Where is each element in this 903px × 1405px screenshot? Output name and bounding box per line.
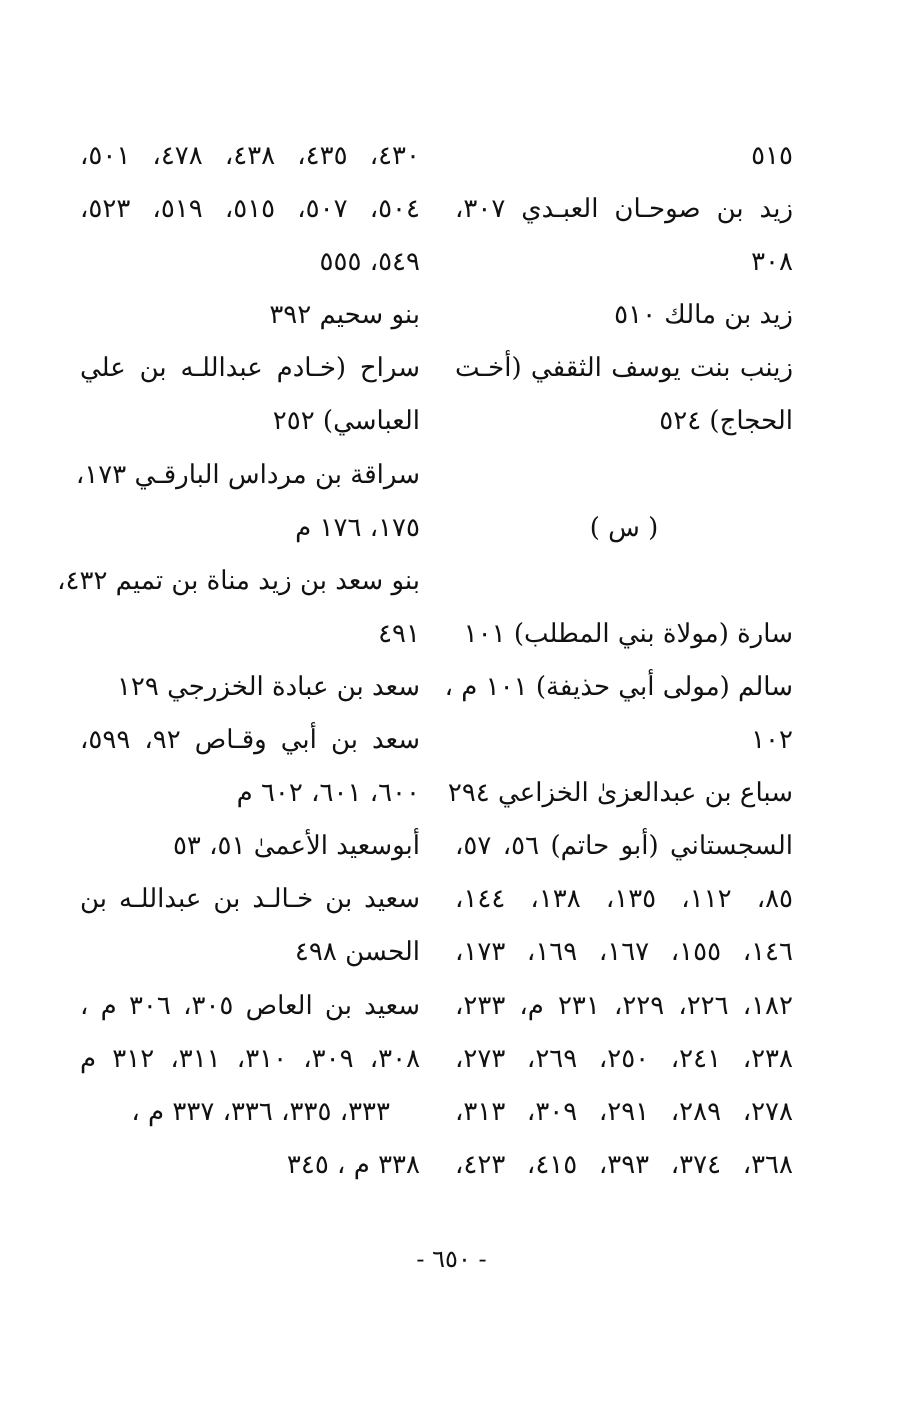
index-entry-line: سباع بن عبدالعزىٰ الخزاعي ٢٩٤ — [447, 778, 793, 809]
index-entry-line: العباسي) ٢٥٢ — [272, 406, 420, 437]
index-entry-line: ٣٦٨، ٣٧٤، ٣٩٣، ٤١٥، ٤٢٣، — [455, 1149, 793, 1180]
index-entry-line: ٥٤٩، ٥٥٥ — [319, 247, 420, 278]
index-entry-line: ٥١٥ — [751, 141, 793, 171]
index-entry-line: أبوسعيد الأعمىٰ ٥١، ٥٣ — [172, 831, 420, 862]
index-entry-line: ١٨٢، ٢٢٦، ٢٢٩، ٢٣١ م، ٢٣٣، — [455, 990, 793, 1021]
index-entry-line: ١٧٥، ١٧٦ م — [295, 512, 420, 543]
index-entry-line: سعيد بن العاص ٣٠٥، ٣٠٦ م ، — [80, 990, 420, 1021]
index-entry-line: ٥٠٤، ٥٠٧، ٥١٥، ٥١٩، ٥٢٣، — [80, 194, 420, 225]
index-entry-line: ٨٥، ١١٢، ١٣٥، ١٣٨، ١٤٤، — [455, 884, 794, 915]
index-entry-line: السجستاني (أبو حاتم) ٥٦، ٥٧، — [455, 831, 793, 862]
index-entry-line: ( س ) — [589, 512, 659, 543]
index-entry-line: ٣٣٨ م ، ٣٤٥ — [286, 1149, 420, 1180]
index-entry-line: ١٤٦، ١٥٥، ١٦٧، ١٦٩، ١٧٣، — [455, 937, 793, 968]
index-entry-line: الحسن ٤٩٨ — [294, 937, 420, 968]
index-entry-line: ٦٠٠، ٦٠١، ٦٠٢ م — [236, 778, 420, 809]
index-entry-line: ٤٣٠، ٤٣٥، ٤٣٨، ٤٧٨، ٥٠١، — [80, 141, 420, 171]
index-entry-line: ٣٣٣، ٣٣٥، ٣٣٦، ٣٣٧ م ، — [131, 1096, 390, 1127]
index-entry-line: بنو سحيم ٣٩٢ — [269, 300, 420, 331]
index-entry-line: سراقة بن مرداس البارقـي ١٧٣، — [75, 459, 420, 490]
blank-line — [455, 555, 793, 608]
page-number: - ٦٥٠ - — [416, 1245, 487, 1273]
index-entry-line: سعيد بن خـالـد بن عبداللـه بن — [80, 884, 420, 915]
index-entry-line: زينب بنت يوسف الثقفي (أخـت — [455, 353, 793, 384]
index-entry-line: سعد بن أبي وقـاص ٩٢، ٥٩٩، — [80, 725, 421, 756]
index-entry-line: زيد بن صوحـان العبـدي ٣٠٧، — [455, 194, 793, 225]
index-column-left — [57, 130, 421, 1192]
index-entry-line: ٣٠٨ — [751, 247, 793, 278]
index-entry-line: سالم (مولى أبي حذيفة) ١٠١ م ، — [444, 671, 793, 702]
index-entry-line: ١٠٢ — [751, 725, 793, 756]
index-entry-line: سعد بن عبادة الخزرجي ١٢٩ — [116, 671, 420, 702]
index-entry-line: بنو سعد بن زيد مناة بن تميم ٤٣٢، — [57, 565, 420, 596]
index-entry-line: ٢٧٨، ٢٨٩، ٢٩١، ٣٠٩، ٣١٣، — [455, 1096, 793, 1127]
index-entry-line: ٢٣٨، ٢٤١، ٢٥٠، ٢٦٩، ٢٧٣، — [455, 1043, 793, 1074]
index-entry-line: سراح (خـادم عبداللـه بن علي — [80, 353, 420, 384]
index-entry-line: ٣٠٨، ٣٠٩، ٣١٠، ٣١١، ٣١٢ م — [80, 1043, 421, 1074]
blank-line — [455, 449, 793, 502]
index-entry-line: زيد بن مالك ٥١٠ — [614, 300, 793, 331]
index-entry-line: الحجاج) ٥٢٤ — [659, 406, 793, 437]
index-column-right — [444, 130, 794, 1192]
index-entry-line: ٤٩١ — [378, 618, 420, 649]
index-entry-line: سارة (مولاة بني المطلب) ١٠١ — [463, 618, 793, 649]
